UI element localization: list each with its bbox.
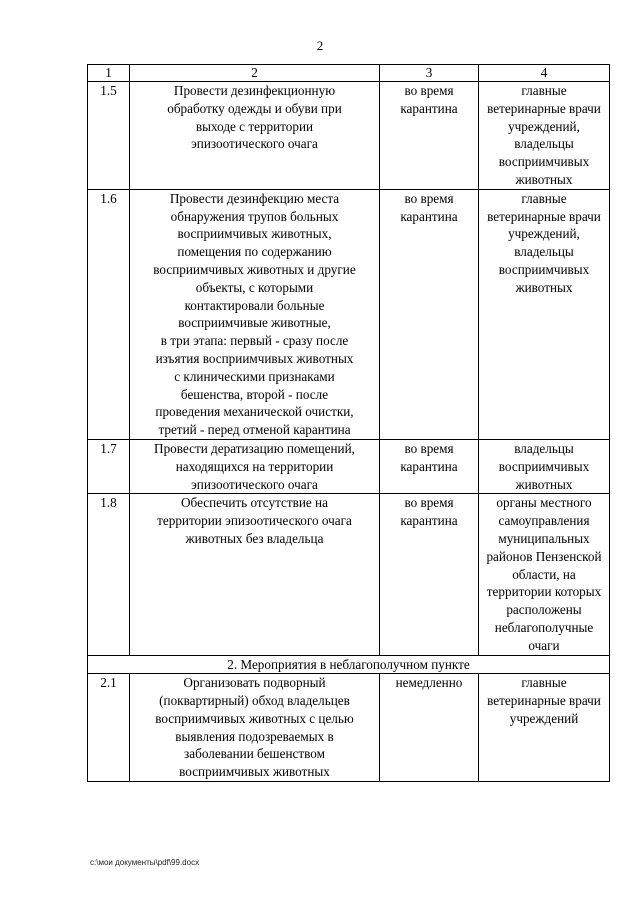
header-col-2: 2 <box>130 65 380 82</box>
section-header-row <box>88 655 610 674</box>
row-number: 1.5 <box>88 82 130 190</box>
row-responsible: главные ветеринарные врачи учреждений, владельцы восприимчивых животных <box>479 82 610 190</box>
row-responsible: главные ветеринарные врачи учреждений, владельцы восприимчивых животных <box>479 189 610 439</box>
row-term: во время карантина <box>380 494 479 655</box>
row-number: 1.6 <box>88 189 130 439</box>
section-title: 2. Мероприятия в неблагополучном пункте <box>88 655 610 674</box>
row-action: Провести дератизацию помещений, находящихся на территории эпизоотического очага <box>130 439 380 493</box>
row-action: Организовать подворный (поквартирный) обход владельцев восприимчивых животных с целью выявления подозреваемых в заболевании бешенством восприимчивых животных <box>130 674 380 782</box>
row-action: Провести дезинфекцию места обнаружения трупов больных восприимчивых животных, помещения по содержанию восприимчивых животных и другие объекты, с которыми контактировали больные восприимчивые животные, в три этапа: первый - сразу после изъятия восприимчивых животных с клиническими признаками бешенства, второй - после проведения механической очистки, третий - перед отменой карантина <box>130 189 380 439</box>
row-term: во время карантина <box>380 82 479 190</box>
table-row <box>88 189 610 439</box>
row-number: 2.1 <box>88 674 130 782</box>
table-row <box>88 439 610 493</box>
header-col-1: 1 <box>88 65 130 82</box>
row-number: 1.7 <box>88 439 130 493</box>
row-responsible: владельцы восприимчивых животных <box>479 439 610 493</box>
table-row <box>88 82 610 190</box>
header-col-3: 3 <box>380 65 479 82</box>
row-term: во время карантина <box>380 439 479 493</box>
row-action: Обеспечить отсутствие на территории эпизоотического очага животных без владельца <box>130 494 380 655</box>
row-responsible: главные ветеринарные врачи учреждений <box>479 674 610 782</box>
document-path-footer: c:\мои документы\pdf\99.docx <box>90 858 200 867</box>
row-action: Провести дезинфекционную обработку одежды и обуви при выходе с территории эпизоотического очага <box>130 82 380 190</box>
row-term: во время карантина <box>380 189 479 439</box>
table-row <box>88 674 610 782</box>
table-header-row <box>88 65 610 82</box>
row-responsible: органы местного самоуправления муниципальных районов Пензенской области, на территории которых расположены неблагополучные очаги <box>479 494 610 655</box>
table-row <box>88 494 610 655</box>
row-term: немедленно <box>380 674 479 782</box>
measures-table <box>87 64 610 782</box>
row-number: 1.8 <box>88 494 130 655</box>
header-col-4: 4 <box>479 65 610 82</box>
page-number: 2 <box>316 38 324 53</box>
